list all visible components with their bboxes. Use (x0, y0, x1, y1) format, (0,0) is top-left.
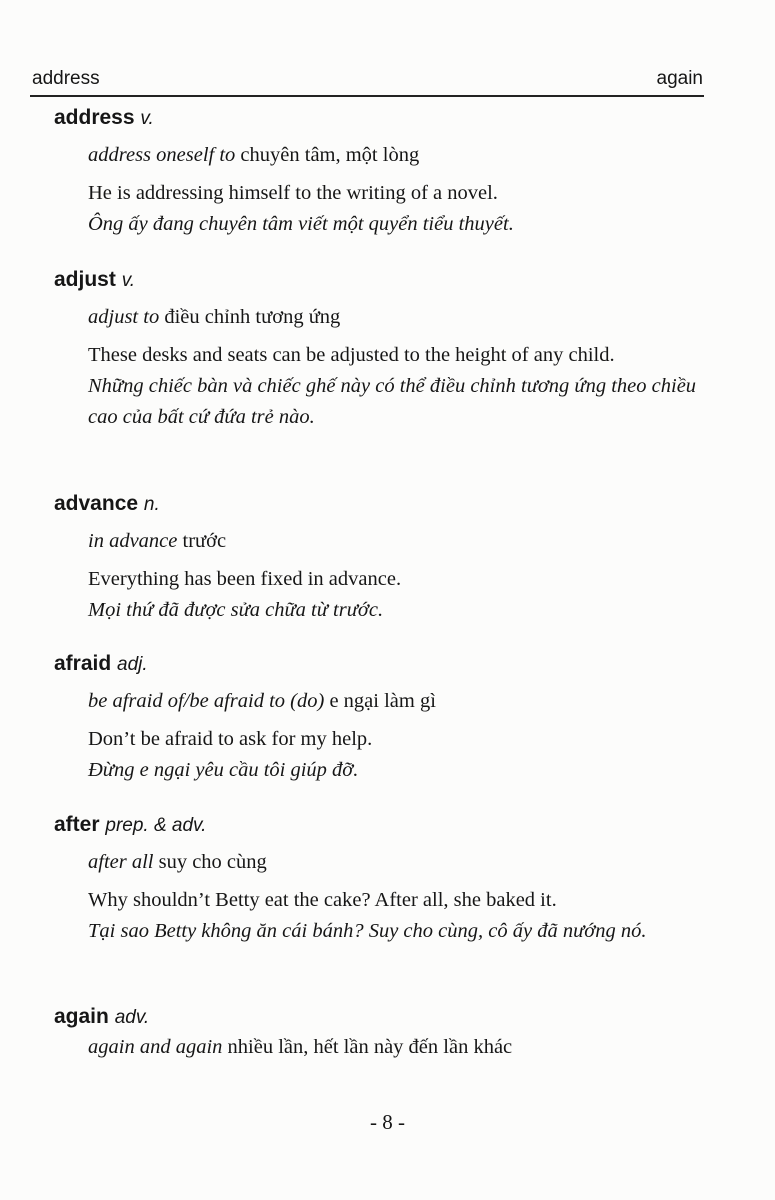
entry-address (54, 104, 714, 240)
entry-again (54, 1003, 714, 1063)
example-vi: Tại sao Betty không ăn cái bánh? Suy cho cùng, cô ấy đã nướng nó. (88, 920, 647, 942)
part-of-speech: n. (143, 494, 160, 515)
phrase: address oneself to (88, 144, 236, 166)
phrase: adjust to (88, 306, 160, 328)
headword: advance (54, 492, 139, 515)
example-en: Don’t be afraid to ask for my help. (88, 728, 373, 750)
meaning: nhiều lần, hết lần này đến lần khác (227, 1036, 513, 1058)
part-of-speech: adj. (117, 654, 148, 675)
phrase: be afraid of/be afraid to (do) (88, 690, 325, 712)
part-of-speech: prep. & adv. (105, 815, 207, 836)
meaning: điều chỉnh tương ứng (164, 306, 341, 328)
example-en: Why shouldn’t Betty eat the cake? After all, she baked it. (88, 889, 557, 911)
headword: afraid (54, 652, 112, 675)
entry-advance (54, 490, 714, 626)
entry-afraid (54, 650, 714, 786)
running-header-right: again (656, 68, 703, 89)
header-rule (30, 95, 704, 97)
example-en: He is addressing himself to the writing of a novel. (88, 182, 498, 204)
headword: after (54, 813, 100, 836)
phrase: again and again (88, 1036, 223, 1058)
entry-adjust (54, 266, 714, 433)
example-vi: Mọi thứ đã được sửa chữa từ trước. (88, 599, 384, 621)
example-vi: Đừng e ngại yêu cầu tôi giúp đỡ. (88, 759, 359, 781)
headword: address (54, 106, 135, 129)
meaning: trước (182, 530, 227, 552)
part-of-speech: v. (121, 270, 136, 291)
example-en: These desks and seats can be adjusted to the height of any child. (88, 344, 615, 366)
phrase: in advance (88, 530, 178, 552)
example-vi: Những chiếc bàn và chiếc ghế này có thể điều chỉnh tương ứng theo chiều cao của bất cứ đứa trẻ nào. (88, 375, 697, 428)
entry-after (54, 811, 714, 947)
phrase: after all (88, 851, 154, 873)
running-header-left: address (32, 68, 100, 89)
headword: again (54, 1005, 109, 1028)
part-of-speech: v. (140, 108, 154, 129)
meaning: e ngại làm gì (329, 690, 436, 712)
meaning: suy cho cùng (158, 851, 267, 873)
headword: adjust (54, 268, 116, 291)
example-vi: Ông ấy đang chuyên tâm viết một quyển tiểu thuyết. (88, 213, 514, 235)
part-of-speech: adv. (114, 1007, 150, 1028)
meaning: chuyên tâm, một lòng (240, 144, 420, 166)
example-en: Everything has been fixed in advance. (88, 568, 402, 590)
page-number: - 8 - (370, 1110, 405, 1134)
